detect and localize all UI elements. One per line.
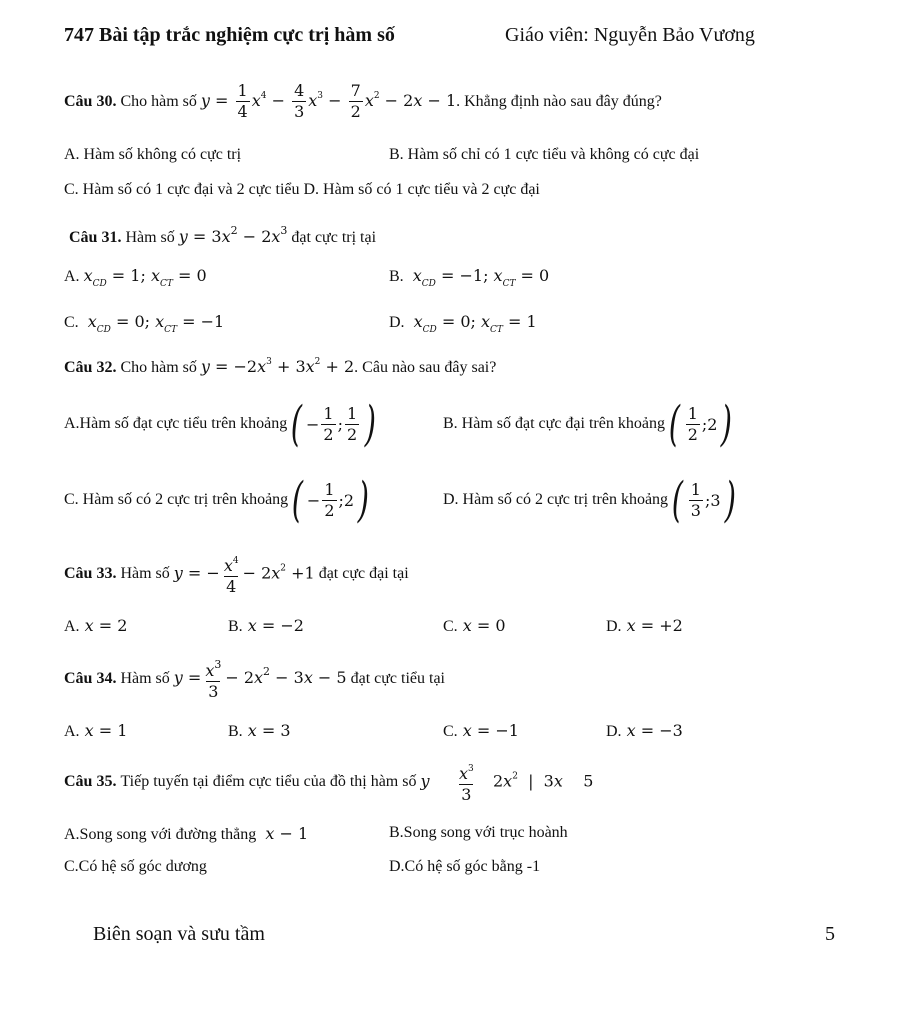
- teacher-name: Giáo viên: Nguyễn Bảo Vương: [505, 24, 755, 46]
- choice-letter: C.: [443, 618, 458, 635]
- choice-letter: B.: [228, 618, 243, 635]
- choice-34-b[interactable]: B. x = 3: [228, 721, 291, 740]
- choice-33-b[interactable]: B. x = −2: [228, 616, 304, 635]
- choice-33-a[interactable]: A. x = 2: [64, 616, 128, 635]
- question-prefix: Cho hàm số: [120, 359, 197, 376]
- question-suffix: . Khẳng định nào sau đây đúng?: [456, 92, 662, 110]
- choice-letter: A.: [64, 268, 80, 285]
- page-number: 5: [825, 923, 835, 945]
- choice-30-c-text: C. Hàm số có 1 cực đại và 2 cực tiểu: [64, 181, 300, 198]
- choice-30-d[interactable]: D. Hàm số có 1 cực tiểu và 2 cực đại: [303, 181, 540, 198]
- choice-32-d[interactable]: D. Hàm số có 2 cực trị trên khoảng ( $\frac{1}{3}$ ;3 ): [443, 472, 736, 528]
- formula-q31: $y = 3x^2 - 2x^3$: [178, 224, 288, 246]
- choice-32-c[interactable]: C. Hàm số có 2 cực trị trên khoảng ( − $\frac{1}{2}$ ;2 ): [64, 472, 370, 528]
- choice-letter: D.: [606, 723, 622, 740]
- choice-33-c[interactable]: C. x = 0: [443, 616, 506, 635]
- question-label: Câu 35.: [64, 773, 117, 790]
- question-label: Câu 32.: [64, 359, 117, 376]
- choice-letter: C.: [443, 723, 458, 740]
- choice-32-a[interactable]: A.Hàm số đạt cực tiểu trên khoảng ( − $\frac{1}{2}$ ; $\frac{1}{2}$ ): [64, 396, 377, 452]
- question-suffix: đạt cực tiểu tại: [350, 669, 445, 687]
- choice-31-c[interactable]: C. $x_{CD} = 0$; $x_{CT} = -1$: [64, 312, 225, 335]
- question-30: [64, 82, 662, 121]
- question-35: [64, 760, 593, 804]
- question-suffix: . Câu nào sau đây sai?: [354, 359, 497, 376]
- choice-30-b[interactable]: B. Hàm số chỉ có 1 cực tiểu và không có cực đại: [389, 146, 700, 163]
- choice-34-c[interactable]: C. x = −1: [443, 721, 519, 740]
- question-label: Câu 33.: [64, 565, 117, 582]
- question-prefix: Tiếp tuyến tại điểm cực tiểu của đồ thị hàm số: [120, 773, 417, 790]
- choice-text: C. Hàm số có 2 cực trị trên khoảng: [64, 491, 289, 508]
- question-suffix: đạt cực đại tại: [318, 565, 409, 582]
- choice-text: D. Hàm số có 2 cực trị trên khoảng: [443, 491, 669, 508]
- formula-q32: $y = -2x^3 + 3x^2 + 2$: [200, 357, 355, 376]
- question-33: [64, 552, 409, 596]
- choice-31-d[interactable]: D. $x_{CD} = 0$; $x_{CT} = 1$: [389, 312, 537, 335]
- question-prefix: Hàm số: [120, 669, 170, 687]
- formula-q30: y = $\frac{1}{4}$ $x^4$ − $\frac{4}{3}$ $x^3$ − $\frac{7}{2}$ $x^2 - 2x - 1$: [200, 81, 457, 121]
- choice-31-a[interactable]: A. $x_{CD} = 1$; $x_{CT} = 0$: [64, 266, 207, 289]
- choice-30-a[interactable]: A. Hàm số không có cực trị: [64, 146, 242, 163]
- choice-text: A.Song song với đường thẳng: [64, 826, 257, 843]
- question-label: Câu 31.: [69, 229, 122, 246]
- question-32: [64, 357, 496, 377]
- choice-34-a[interactable]: A. x = 1: [64, 721, 128, 740]
- choice-35-b[interactable]: B.Song song với trục hoành: [389, 824, 568, 841]
- choice-letter: A.: [64, 723, 80, 740]
- choice-31-b[interactable]: B. $x_{CD} = -1$; $x_{CT} = 0$: [389, 266, 550, 289]
- question-suffix: đạt cực trị tại: [291, 229, 377, 246]
- formula-q34: y = $\frac{x^3}{3}$ − $2x^2 - 3x - 5$: [173, 658, 347, 701]
- choice-text: B. Hàm số đạt cực đại trên khoảng: [443, 415, 665, 432]
- footer-credit: Biên soạn và sưu tầm: [93, 923, 265, 945]
- choice-letter: A.: [64, 618, 80, 635]
- question-label: Câu 30.: [64, 92, 117, 110]
- question-34: [64, 656, 445, 701]
- choice-text: A.Hàm số đạt cực tiểu trên khoảng: [64, 415, 288, 432]
- question-label: Câu 34.: [64, 669, 117, 687]
- formula-q33: y = − $\frac{x^4}{4}$ − $2x^2 +1$: [173, 556, 315, 596]
- choice-34-d[interactable]: D. x = −3: [606, 721, 683, 740]
- question-prefix: Hàm số: [120, 565, 170, 582]
- choice-letter: D.: [389, 314, 405, 331]
- document-title: 747 Bài tập trắc nghiệm cực trị hàm số: [64, 24, 395, 46]
- choice-35-c[interactable]: C.Có hệ số góc dương: [64, 858, 207, 875]
- choice-35-d[interactable]: D.Có hệ số góc bằng -1: [389, 858, 541, 875]
- question-prefix: Cho hàm số: [120, 92, 197, 110]
- choice-letter: B.: [389, 268, 404, 285]
- choice-35-a[interactable]: A.Song song với đường thẳng x − 1: [64, 824, 309, 843]
- question-prefix: Hàm số: [125, 229, 175, 246]
- choice-33-d[interactable]: D. x = +2: [606, 616, 683, 635]
- question-31: [69, 224, 376, 247]
- formula-q35: y $\frac{x^3}{3}$ $2x^2$ | 3x 5: [420, 764, 594, 804]
- choice-letter: C.: [64, 314, 79, 331]
- choice-letter: D.: [606, 618, 622, 635]
- choice-30-c[interactable]: [64, 181, 540, 199]
- choice-letter: B.: [228, 723, 243, 740]
- choice-32-b[interactable]: B. Hàm số đạt cực đại trên khoảng ( $\frac{1}{2}$ ;2 ): [443, 396, 733, 452]
